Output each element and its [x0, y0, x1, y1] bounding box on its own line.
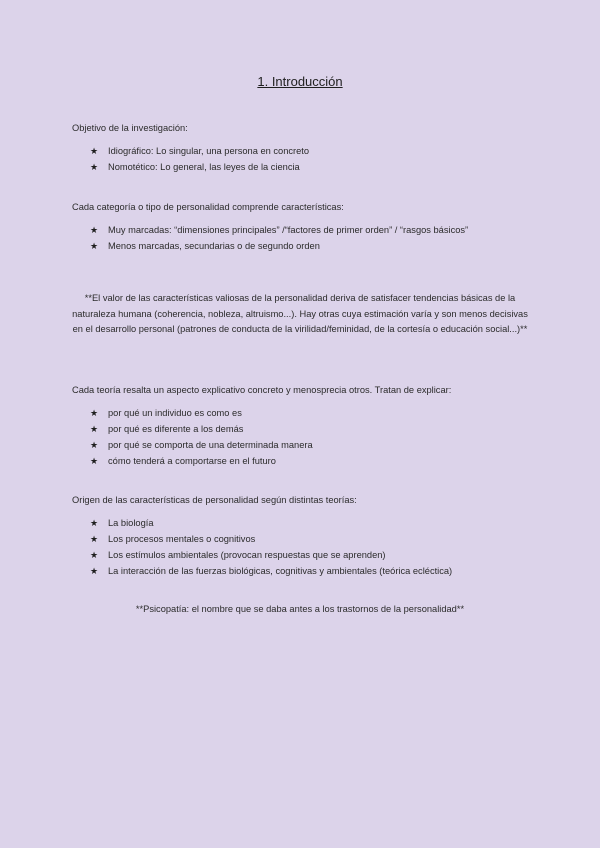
list-item-text: La biología — [108, 518, 154, 528]
list-item-text: Nomotético: Lo general, las leyes de la ciencia — [108, 162, 300, 172]
list-item-text: por qué se comporta de una determinada manera — [108, 440, 313, 450]
list-item — [72, 160, 532, 175]
list-item-text: cómo tenderá a comportarse en el futuro — [108, 456, 276, 466]
star-icon: ★ — [90, 518, 99, 528]
star-icon: ★ — [90, 225, 99, 235]
list-item — [72, 548, 542, 563]
section-objetivo — [72, 121, 532, 176]
note-valor: **El valor de las características valiosas de la personalidad deriva de satisfacer tendencias básicas de la naturaleza humana (coherencia, nobleza, altruismo...). Hay otras cuya estimación varía y son menos decisivas en el desarrollo personal (patrones de conducta de la virilidad/feminidad, de la cortesía o educación social...)** — [72, 293, 528, 334]
star-icon: ★ — [90, 456, 99, 466]
list-item — [72, 564, 542, 579]
list-item — [72, 422, 532, 437]
list-item — [72, 406, 532, 421]
list-item — [72, 438, 532, 453]
list-item-text: Los procesos mentales o cognitivos — [108, 534, 256, 544]
star-icon: ★ — [90, 566, 99, 576]
star-icon: ★ — [90, 550, 99, 560]
star-icon: ★ — [90, 241, 99, 251]
list-item-text: Menos marcadas, secundarias o de segundo orden — [108, 241, 320, 251]
list-item-text: Muy marcadas: “dimensiones principales” /“factores de primer orden” / “rasgos básicos” — [108, 225, 469, 235]
bullet-list — [72, 516, 542, 579]
star-icon: ★ — [90, 162, 99, 172]
section-heading: Objetivo de la investigación: — [72, 123, 188, 133]
list-item-text: Los estímulos ambientales (provocan respuestas que se aprenden) — [108, 550, 386, 560]
star-icon: ★ — [90, 424, 99, 434]
page-title: 1. Introducción — [257, 74, 343, 89]
section-heading: Cada categoría o tipo de personalidad comprende características: — [72, 202, 344, 212]
list-item-text: Idiográfico: Lo singular, una persona en concreto — [108, 146, 310, 156]
list-item — [72, 516, 542, 531]
star-icon: ★ — [90, 408, 99, 418]
section-origen — [72, 493, 542, 580]
bullet-list — [72, 406, 532, 469]
list-item-text: por qué es diferente a los demás — [108, 424, 244, 434]
section-teoria — [72, 383, 532, 470]
section-heading: Cada teoría resalta un aspecto explicativo concreto y menosprecia otros. Tratan de explicar: — [72, 385, 452, 395]
star-icon: ★ — [90, 440, 99, 450]
list-item — [72, 532, 542, 547]
section-heading: Origen de las características de personalidad según distintas teorías: — [72, 495, 357, 505]
list-item — [72, 223, 532, 238]
list-item — [72, 454, 532, 469]
list-item-text: La interacción de las fuerzas biológicas, cognitivas y ambientales (teórica ecléctica) — [108, 566, 453, 576]
bullet-list — [72, 144, 532, 175]
star-icon: ★ — [90, 146, 99, 156]
list-item-text: por qué un individuo es como es — [108, 408, 242, 418]
bullet-list — [72, 223, 532, 254]
list-item — [72, 239, 532, 254]
note-psicopatia: **Psicopatía: el nombre que se daba antes a los trastornos de la personalidad** — [135, 604, 465, 614]
section-categoria — [72, 200, 532, 255]
list-item — [72, 144, 532, 159]
star-icon: ★ — [90, 534, 99, 544]
